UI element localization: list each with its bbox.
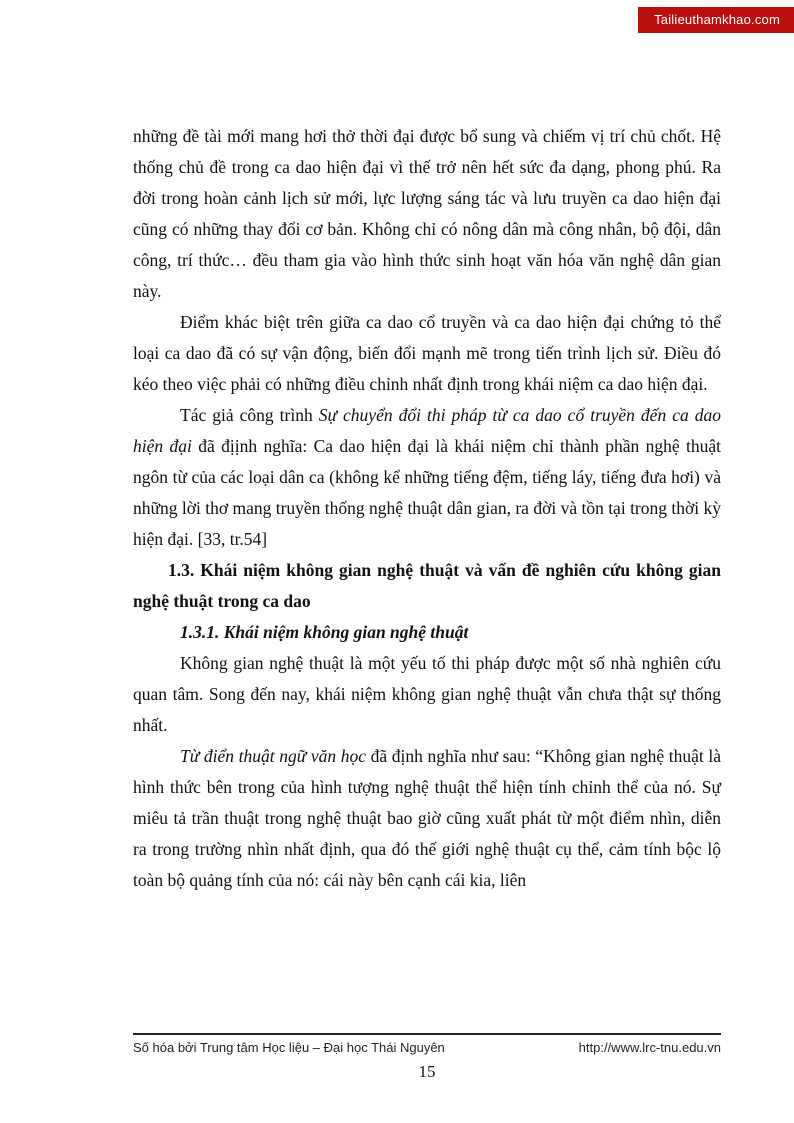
watermark-text: Tailieuthamkhao.com [654,12,780,27]
paragraph: Không gian nghệ thuật là một yếu tố thi pháp được một số nhà nghiên cứu quan tâm. Song đến nay, khái niệm không gian nghệ thuật vẫn chưa thật sự thống nhất. [133,653,721,735]
document-body [133,121,721,896]
text-run: Tác giả công trình [180,405,319,425]
paragraph-continuation: những đề tài mới mang hơi thở thời đại được bổ sung và chiếm vị trí chủ chốt. Hệ thống chủ đề trong ca dao hiện đại vì thế trở nên hết sức đa dạng, phong phú. Ra đời trong hoàn cảnh lịch sử mới, lực lượng sáng tác và lưu truyền ca dao hiện đại cũng có những thay đổi cơ bản. Không chỉ có nông dân mà công nhân, bộ đội, dân công, trí thức… đều tham gia vào hình thức sinh hoạt văn hóa văn nghệ dân gian này. [133,126,721,301]
paragraph: Điểm khác biệt trên giữa ca dao cổ truyền và ca dao hiện đại chứng tỏ thể loại ca dao đã có sự vận động, biến đổi mạnh mẽ trong tiến trình lịch sử. Điều đó kéo theo việc phải có những điều chỉnh nhất định trong khái niệm ca dao hiện đại. [133,312,721,394]
paragraph [133,741,721,896]
subsection-heading: 1.3.1. Khái niệm không gian nghệ thuật [180,622,469,642]
paragraph [133,400,721,555]
cited-work-title: Từ điển thuật ngữ văn học [180,746,367,766]
footer-divider [133,1033,721,1035]
page-footer [133,1033,721,1082]
footer-attribution-text: Số hóa bởi Trung tâm Học liệu – Đại học Thái Nguyên [133,1040,445,1055]
cited-work-title: Sự chuyển đổi thi pháp từ ca dao cổ truyền đến ca dao hiện đại [133,405,721,456]
watermark-badge[interactable] [638,7,794,33]
section-heading: 1.3. Khái niệm không gian nghệ thuật và vấn đề nghiên cứu không gian nghệ thuật trong ca dao [133,560,721,611]
page-number: 15 [418,1062,436,1081]
text-run: đã định nghĩa như sau: “Không gian nghệ thuật là hình thức bên trong của hình tượng nghệ thuật thể hiện tính chỉnh thể của nó. Sự miêu tả trần thuật trong nghệ thuật bao giờ cũng xuất phát từ một điểm nhìn, diễn ra trong trường nhìn nhất định, qua đó thế giới nghệ thuật cụ thể, cảm tính bộc lộ toàn bộ quảng tính của nó: cái này bên cạnh cái kia, liên [133,746,722,890]
text-run: đã địịnh nghĩa: Ca dao hiện đại là khái niệm chỉ thành phần nghệ thuật ngôn từ của các loại dân ca (không kể những tiếng đệm, tiếng láy, tiếng đưa hơi) và những lời thơ mang truyền thống nghệ thuật dân gian, ra đời và tồn tại trong thời kỳ hiện đại. [33, tr.54] [133,436,721,549]
footer-url-link[interactable]: http://www.lrc-tnu.edu.vn [578,1040,721,1055]
footer-row [133,1040,721,1055]
